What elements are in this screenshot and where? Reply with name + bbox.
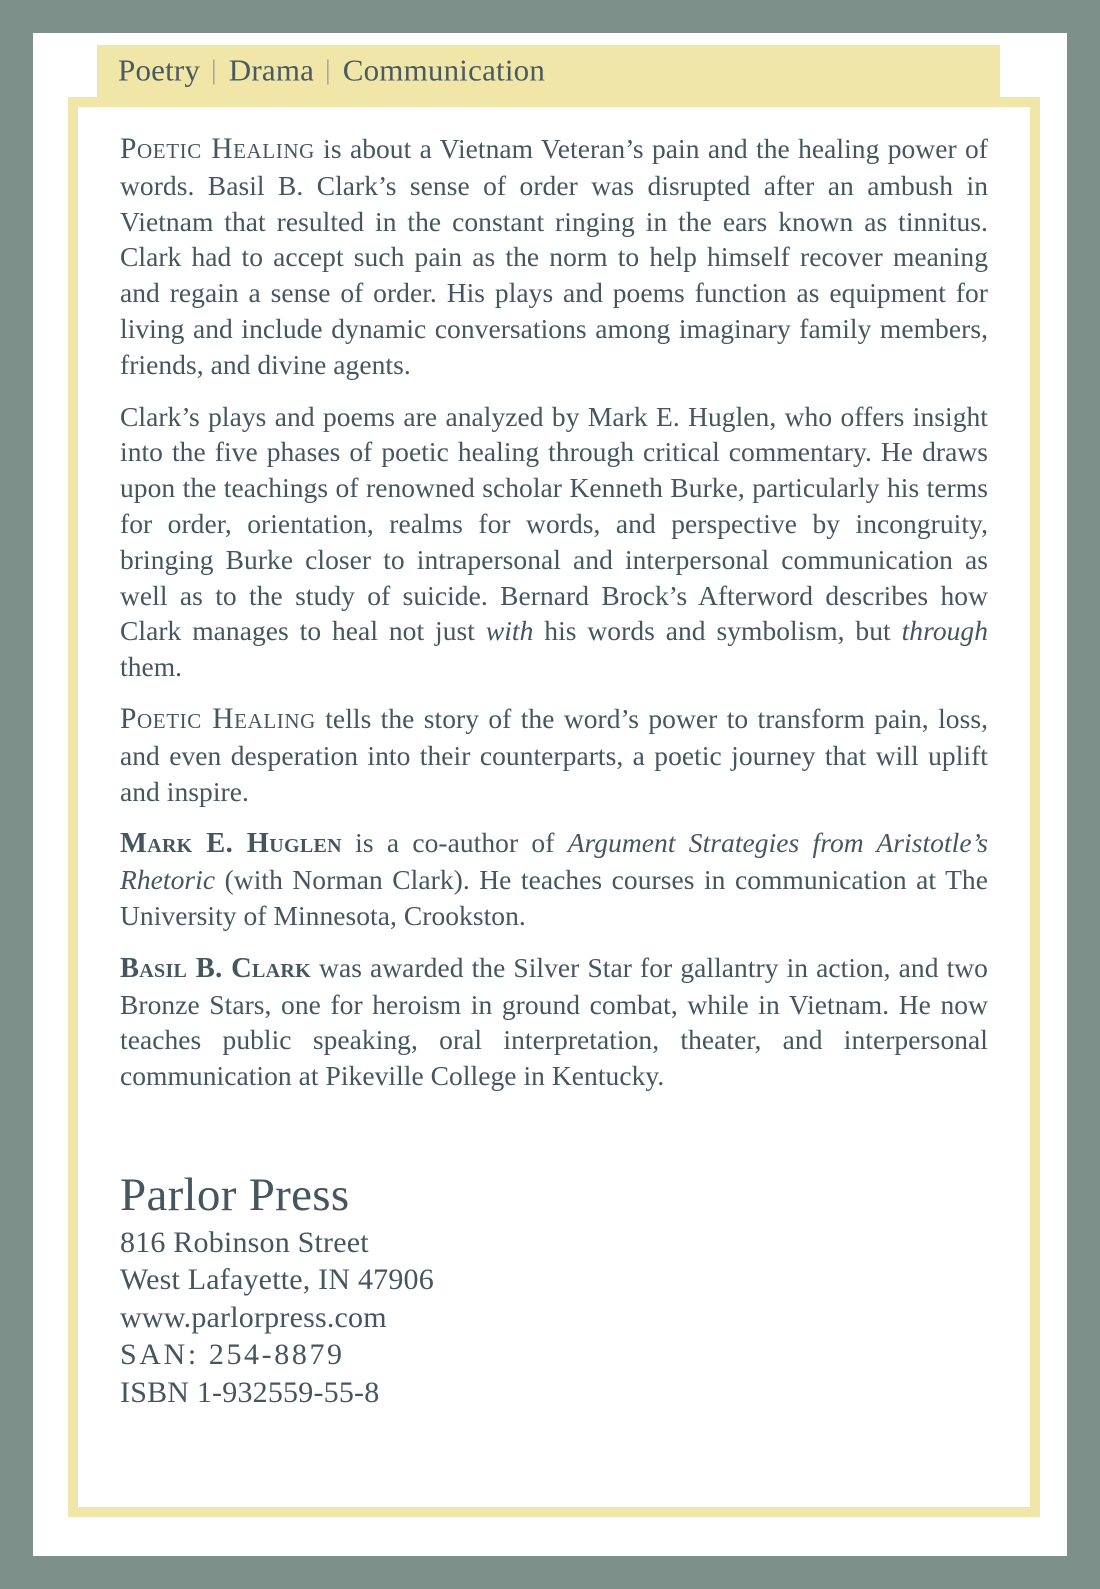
publisher-name: Parlor Press bbox=[120, 1168, 350, 1221]
publisher-block bbox=[120, 1168, 988, 1412]
blurb-paragraph-2-part-3: them. bbox=[120, 651, 183, 683]
blurb-emphasis-with: with bbox=[485, 615, 534, 647]
author-bio-huglen-part-2: (with Norman Clark). He teaches courses in communication at The University of Minnesota, Crookston. bbox=[120, 864, 988, 931]
category-poetry: Poetry bbox=[118, 52, 201, 88]
referenced-book-title: Argument Strategies from Aristotle’s Rhetoric bbox=[120, 827, 988, 896]
category-separator-1: | bbox=[211, 54, 217, 85]
book-title-mention-2: Poetic Healing bbox=[120, 702, 316, 735]
author-bio-huglen bbox=[120, 825, 988, 933]
category-banner-text bbox=[118, 52, 545, 88]
book-title-mention-1: Poetic Healing bbox=[120, 133, 315, 165]
publisher-isbn: ISBN 1-932559-55-8 bbox=[120, 1375, 380, 1409]
publisher-san: SAN: 254-8879 bbox=[120, 1338, 345, 1372]
blurb-paragraph-2-part-1: Clark’s plays and poems are analyzed by Mark E. Huglen, who offers insight into the five phases of poetic healing through critical commentary. He draws upon the teachings of renowned scholar Kenneth Burke, particularly his terms for order, orientation, realms for words, and perspective by incongruity, bringing Burke closer to intrapersonal and interpersonal communication as well as to the study of suicide. Bernard Brock’s Afterword describes how Clark manages to heal not just bbox=[120, 400, 988, 647]
blurb-paragraph-1-text: is about a Vietnam Veteran’s pain and the healing power of words. Basil B. Clark’s sense of order was disrupted after an ambush in Vietnam that resulted in the constant ringing in the ears known as tinnitus. Clark had to accept such pain as the norm to help himself recover meaning and regain a sense of order. His plays and poems function as equipment for living and include dynamic conversations among imaginary family members, friends, and divine agents. bbox=[120, 133, 989, 380]
category-banner bbox=[97, 45, 1000, 97]
category-drama: Drama bbox=[228, 52, 315, 88]
blurb-paragraph-3-text: tells the story of the word’s power to transform pain, loss, and even desperation into their counterparts, a poetic journey that will uplift and inspire. bbox=[120, 702, 988, 807]
blurb-paragraph-2-part-2: his words and symbolism, but bbox=[533, 615, 902, 647]
category-communication: Communication bbox=[342, 52, 546, 88]
blurb-content bbox=[78, 107, 1030, 1411]
author-bio-clark-text: was awarded the Silver Star for gallantry in action, and two Bronze Stars, one for heroism in ground combat, while in Vietnam. He now teaches public speaking, oral interpretation, theater, and interpersonal communication at Pikeville College in Kentucky. bbox=[120, 951, 988, 1092]
publisher-website: www.parlorpress.com bbox=[120, 1300, 387, 1334]
content-frame bbox=[68, 97, 1040, 1517]
publisher-street: 816 Robinson Street bbox=[120, 1225, 369, 1259]
blurb-paragraph-1 bbox=[120, 131, 988, 383]
publisher-city-state-zip: West Lafayette, IN 47906 bbox=[120, 1263, 434, 1297]
author-bio-huglen-part-1: is a co-author of bbox=[341, 827, 568, 859]
blurb-emphasis-through: through bbox=[901, 615, 989, 647]
author-bio-clark bbox=[120, 950, 988, 1094]
blurb-paragraph-2 bbox=[120, 399, 988, 685]
category-separator-2: | bbox=[325, 54, 331, 85]
author-name-clark: Basil B. Clark bbox=[120, 952, 311, 984]
blurb-paragraph-3 bbox=[120, 701, 988, 809]
author-name-huglen: Mark E. Huglen bbox=[120, 828, 342, 860]
